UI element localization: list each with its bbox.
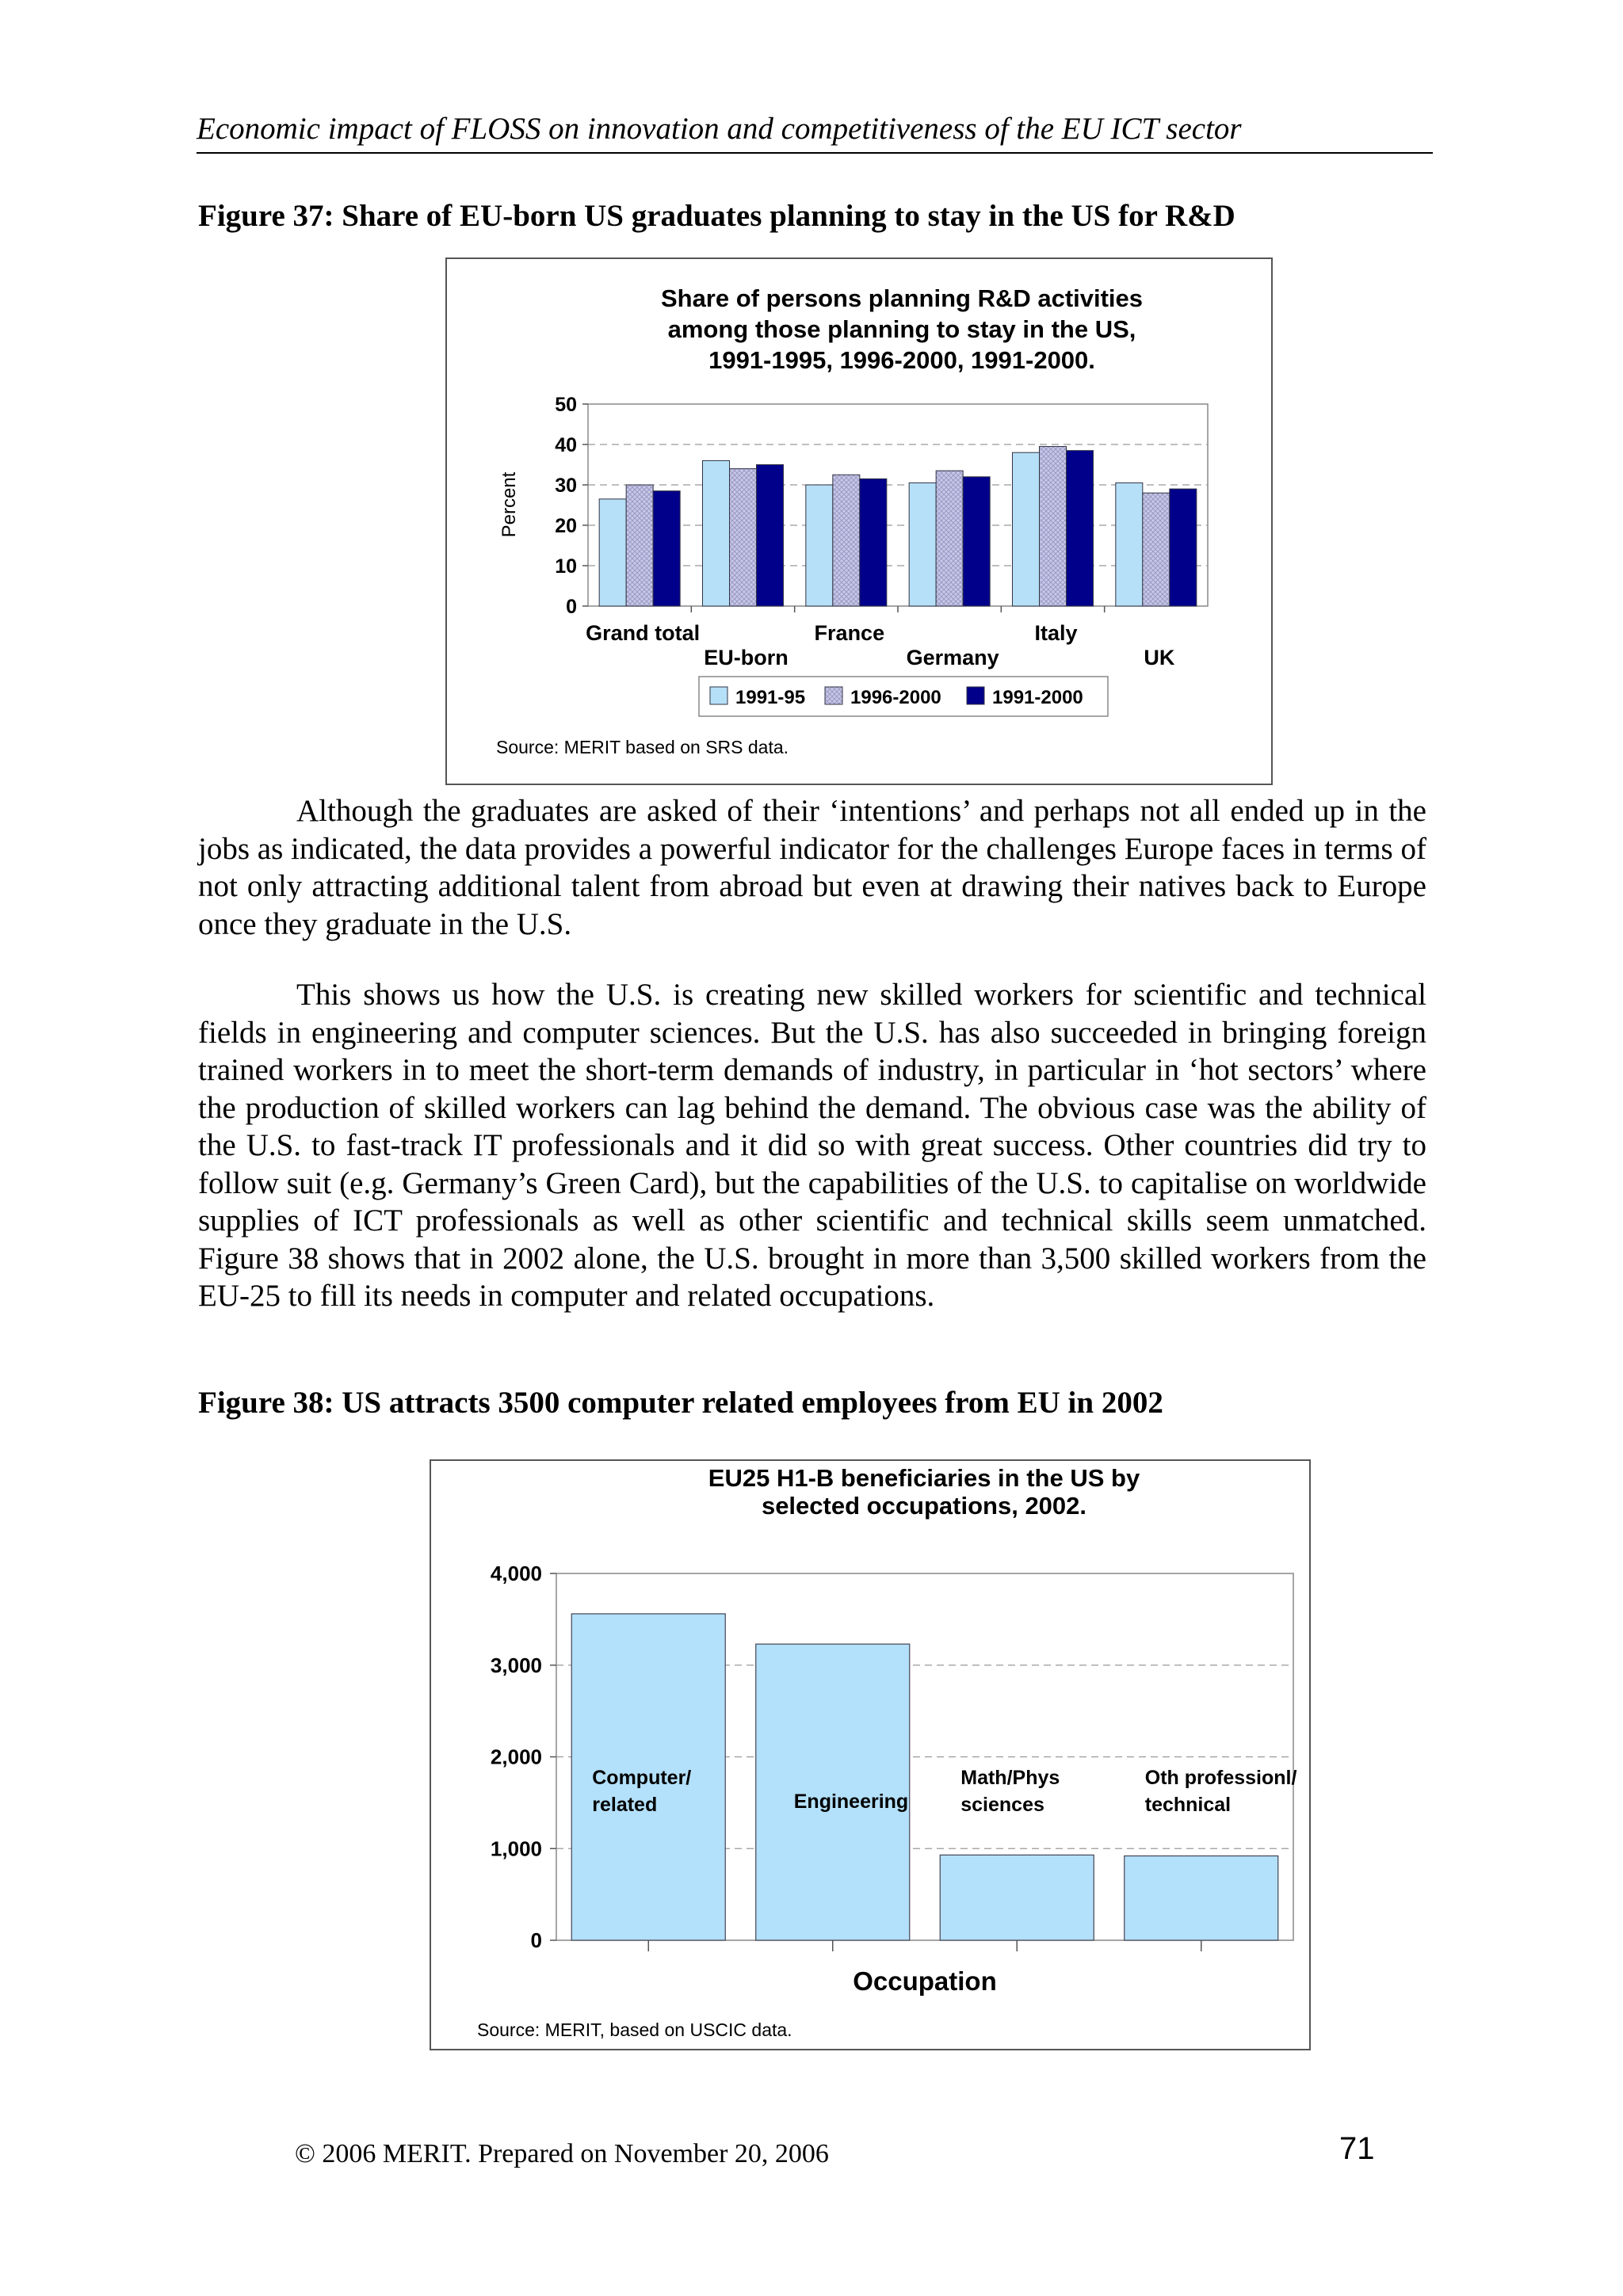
y-tick-label: 20 bbox=[555, 515, 577, 537]
x-tick-label: EU-born bbox=[704, 646, 789, 669]
x-tick-label: Germany bbox=[906, 646, 999, 669]
bar bbox=[1067, 451, 1094, 606]
bar-label: Computer/ bbox=[592, 1767, 692, 1789]
x-tick-label: Italy bbox=[1034, 621, 1078, 645]
y-tick-label: 10 bbox=[555, 555, 577, 578]
bar bbox=[599, 499, 626, 606]
bar bbox=[806, 485, 833, 606]
bar bbox=[940, 1855, 1094, 1940]
y-tick-label: 3,000 bbox=[490, 1653, 542, 1677]
bar bbox=[626, 485, 653, 606]
bar bbox=[1143, 493, 1170, 606]
figure-37-chart-frame bbox=[445, 257, 1273, 785]
bar bbox=[653, 491, 680, 606]
plot-area bbox=[588, 404, 1208, 606]
legend-swatch bbox=[710, 687, 727, 704]
y-tick-label: 40 bbox=[555, 434, 577, 456]
x-tick-label: Grand total bbox=[586, 621, 701, 645]
page-number: 71 bbox=[1339, 2131, 1375, 2166]
footer-copyright: © 2006 MERIT. Prepared on November 20, 2006 bbox=[295, 2139, 829, 2168]
chart-title-line: among those planning to stay in the US, bbox=[667, 315, 1136, 343]
bar-label: Oth professionl/ bbox=[1144, 1767, 1297, 1789]
bar-label: technical bbox=[1144, 1794, 1232, 1816]
legend-label: 1991-95 bbox=[735, 687, 806, 708]
bar bbox=[1013, 452, 1040, 606]
y-tick-label: 0 bbox=[566, 596, 577, 618]
y-tick-label: 2,000 bbox=[490, 1745, 542, 1769]
bar bbox=[1170, 489, 1197, 606]
bar bbox=[963, 477, 990, 606]
y-tick-label: 50 bbox=[555, 394, 577, 416]
chart-title-line: EU25 H1-B beneficiaries in the US by bbox=[708, 1464, 1140, 1492]
legend-swatch bbox=[967, 687, 984, 704]
y-axis-label: Percent bbox=[498, 471, 520, 538]
chart-title-line: selected occupations, 2002. bbox=[761, 1492, 1087, 1520]
bar-label: related bbox=[592, 1794, 658, 1816]
y-tick-label: 0 bbox=[530, 1928, 542, 1952]
figure-37-chart bbox=[447, 259, 1271, 784]
bar bbox=[1116, 482, 1143, 606]
bar-label: Engineering bbox=[793, 1791, 909, 1813]
legend-label: 1996-2000 bbox=[850, 687, 941, 708]
running-header: Economic impact of FLOSS on innovation and competitiveness of the EU ICT sector bbox=[197, 109, 1433, 154]
chart-title-line: 1991-1995, 1996-2000, 1991-2000. bbox=[708, 346, 1095, 374]
figure-38-chart bbox=[431, 1461, 1309, 2049]
legend-label: 1991-2000 bbox=[992, 687, 1083, 708]
bar bbox=[757, 465, 784, 607]
bar bbox=[860, 479, 887, 606]
bar-label: sciences bbox=[960, 1794, 1044, 1816]
bar bbox=[833, 475, 860, 606]
figure-38-caption: Figure 38: US attracts 3500 computer related employees from EU in 2002 bbox=[198, 1386, 1163, 1420]
paragraph-1: Although the graduates are asked of their ‘intentions’ and perhaps not all ended up in the jobs as indicated, the data provides a powerful indicator for the challenges Europe faces in terms of not only attracting additional talent from abroad but even at drawing their natives back to Europe once they graduate in the U.S. bbox=[198, 794, 1426, 941]
x-tick-label: UK bbox=[1144, 646, 1175, 669]
x-axis-label: Occupation bbox=[853, 1966, 997, 1996]
figure-38-chart-frame bbox=[430, 1459, 1311, 2050]
bar bbox=[703, 460, 730, 606]
bar bbox=[1040, 447, 1067, 606]
x-tick-label: France bbox=[814, 621, 885, 645]
chart-source: Source: MERIT, based on USCIC data. bbox=[477, 2019, 792, 2040]
bar bbox=[909, 482, 936, 606]
chart-title-line: Share of persons planning R&D activities bbox=[660, 284, 1144, 312]
y-tick-label: 1,000 bbox=[490, 1836, 542, 1861]
y-tick-label: 4,000 bbox=[490, 1562, 542, 1585]
paragraph-2: This shows us how the U.S. is creating new skilled workers for scientific and technical fields in engineering and computer sciences. But the U.S. has also succeeded in bringing foreign trained workers in to meet the short-term demands of industry, in particular in ‘hot sectors’ where the production of skilled workers can lag behind the demand. The obvious case was the ability of the U.S. to fast-track IT professionals and it did so with great success. Other countries did try to follow suit (e.g. Germany’s Green Card), but the capabilities of the U.S. to capitalise on worldwide supplies of ICT professionals as well as other scientific and technical skills seem unmatched. Figure 38 shows that in 2002 alone, the U.S. brought in more than 3,500 skilled workers from the EU-25 to fill its needs in computer and related occupations. bbox=[198, 978, 1426, 1313]
bar bbox=[1125, 1856, 1278, 1940]
chart-source: Source: MERIT based on SRS data. bbox=[496, 737, 789, 757]
figure-37-caption: Figure 37: Share of EU-born US graduates planning to stay in the US for R&D bbox=[198, 199, 1235, 233]
bar-label: Math/Phys bbox=[960, 1767, 1060, 1789]
legend-swatch bbox=[825, 687, 842, 704]
y-tick-label: 30 bbox=[555, 475, 577, 497]
bar bbox=[936, 471, 963, 606]
bar bbox=[730, 469, 757, 606]
